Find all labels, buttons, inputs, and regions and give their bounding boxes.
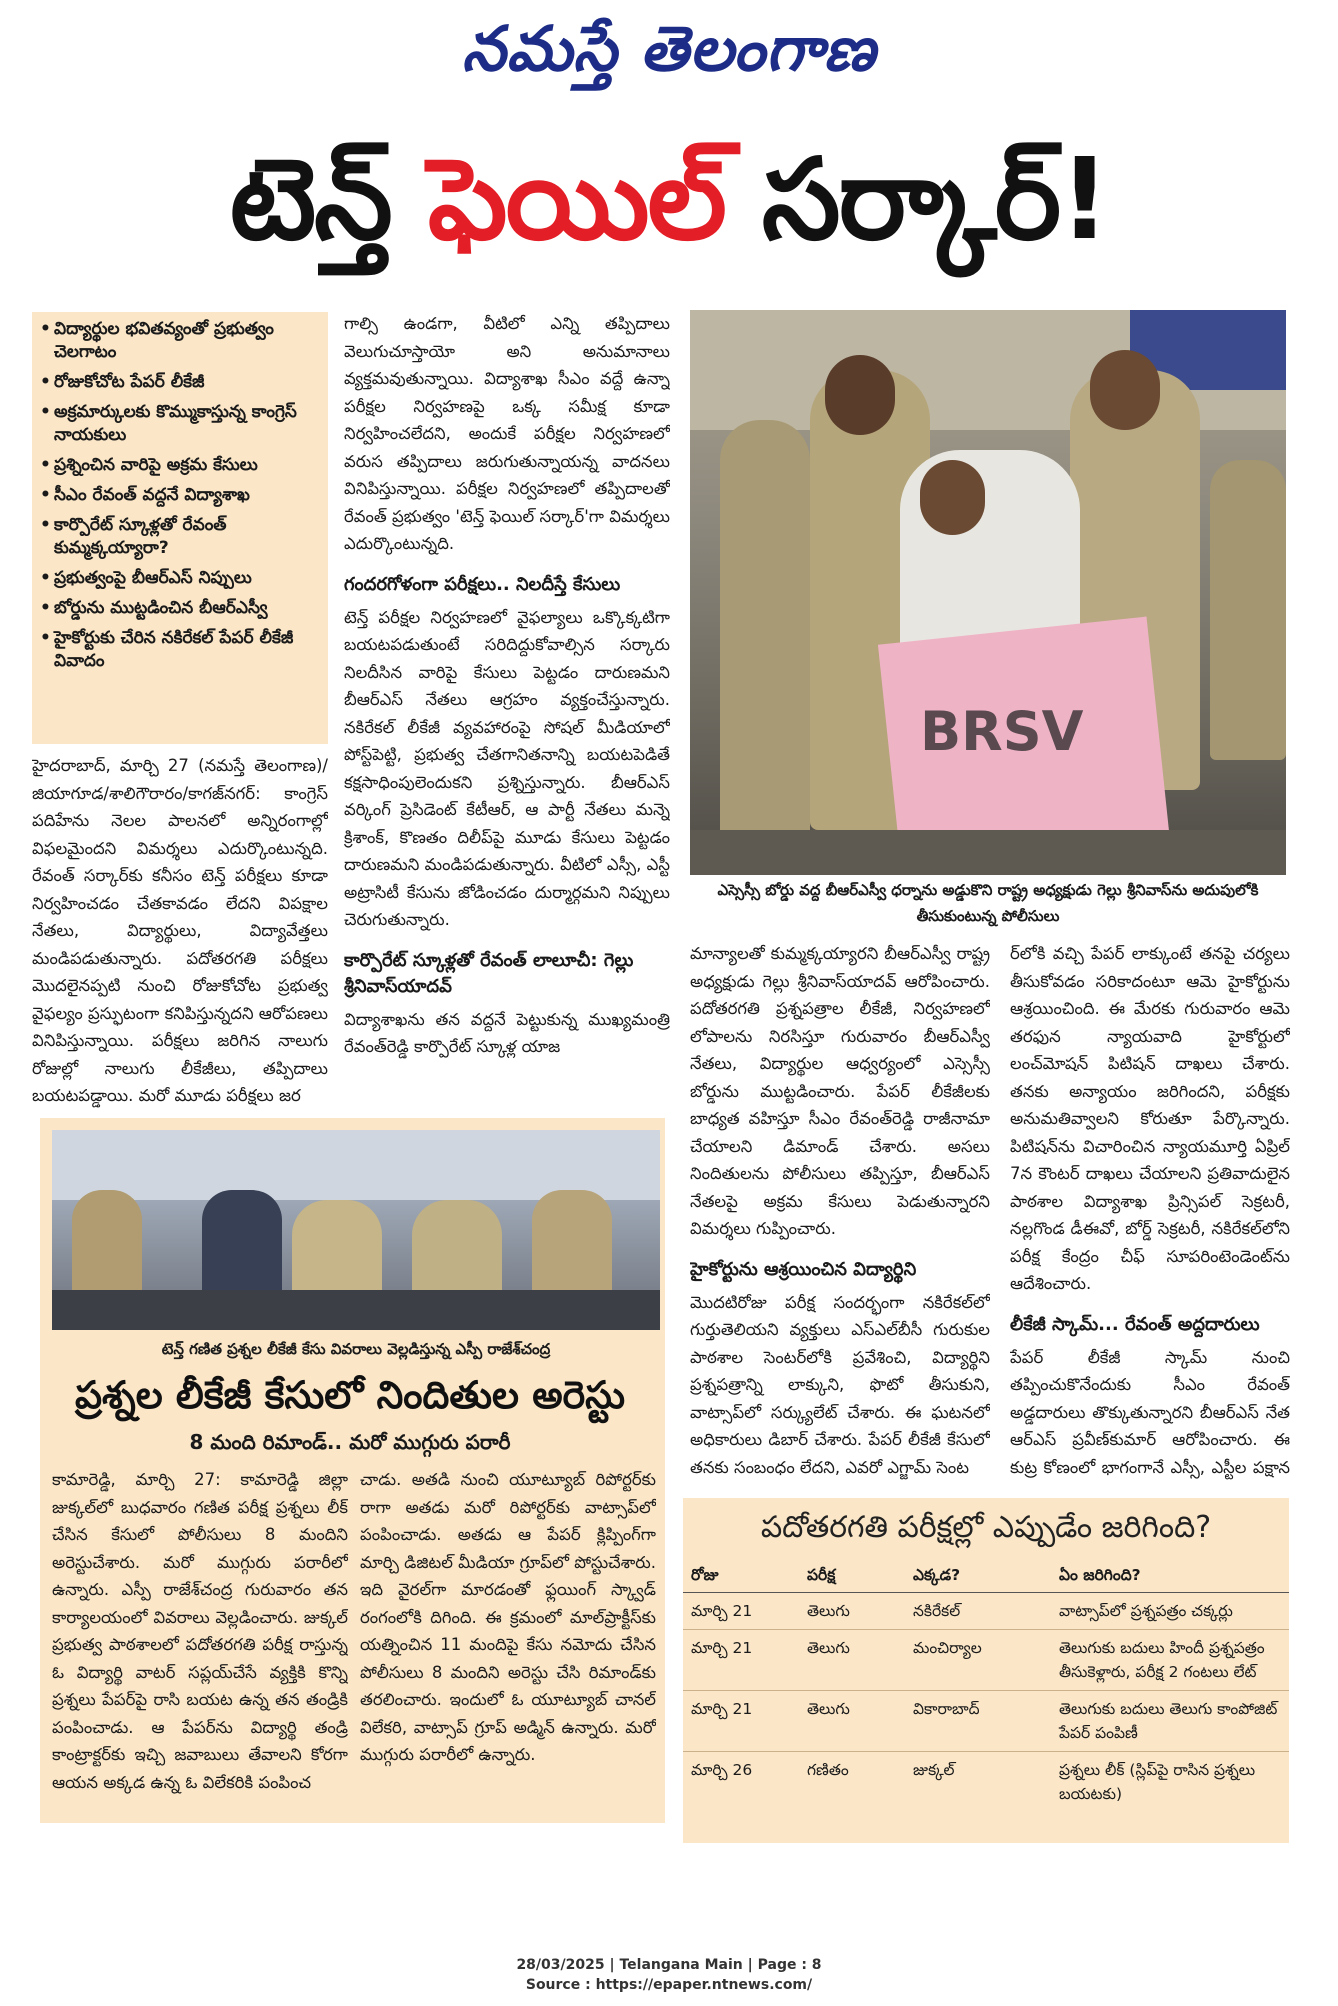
table-row: [683, 1630, 1289, 1691]
highlight-item: • హైకోర్టుకు చేరిన నకిరేకల్ పేపర్ లీకేజీ వివాదం: [38, 627, 322, 673]
column2-subheading1: గందరగోళంగా పరీక్షలు.. నిలదీస్తే కేసులు: [344, 573, 621, 595]
schedule-cell: మార్చి 21: [683, 1630, 799, 1691]
column2-text3: విద్యాశాఖను తన వద్దనే పెట్టుకున్న ముఖ్యమంత్రి రేవంత్‌రెడ్డి కార్పొరేట్ స్కూళ్ల యాజ: [344, 1009, 670, 1056]
column2-subheading2: కార్పొరేట్ స్కూళ్లతో రేవంత్ లాలూచీ: గెల్లు శ్రీనివాస్‌యాదవ్: [344, 949, 634, 997]
story2-column1: కామారెడ్డి, మార్చి 27: కామారెడ్డి జిల్లా జుక్కల్‌లో బుధవారం గణిత పరీక్ష ప్రశ్నలు లీక్ చేసిన కేసులో పోలీసులు 8 మందిని అరెస్టుచేశారు. మరో ముగ్గురు పరారీలో ఉన్నారు. ఎస్పీ రాజేశ్‌చంద్ర గురువారం తన కార్యాలయంలో వివరాలు వెల్లడించారు. జుక్కల్ ప్రభుత్వ పాఠశాలలో పదోతరగతి పరీక్ష రాస్తున్న ఓ విద్యార్థి వాటర్ సప్లయ్‌చేసే వ్యక్తికి కొన్ని ప్రశ్నలు పేపర్‌పై రాసి బయట ఉన్న తన తండ్రికి పంపించాడు. ఆ పేపర్‌ను విద్యార్థి తండ్రి కాంట్రాక్టర్‌కు ఇచ్చి జవాబులు తేవాలని కోరగా ఆయన అక్కడ ఉన్న ఓ విలేకరికి పంపించ: [52, 1470, 348, 1792]
highlight-item: • విద్యార్థుల భవితవ్యంతో ప్రభుత్వం చెలగాటం: [38, 318, 322, 364]
column4-subheading: లీకేజీ స్కామ్... రేవంత్ అద్దదారులు: [1010, 1313, 1260, 1335]
schedule-table: [683, 1562, 1289, 1812]
column4-text: ర్‌లోకి వచ్చి పేపర్ లాక్కుంటే తనపై చర్యలు తీసుకోవడం సరికాదంటూ ఆమె హైకోర్టును ఆశ్రయించింది. ఈ మేరకు గురువారం ఆమె తరఫున న్యాయవాది హైకోర్టులో లంచ్‌మోషన్ పిటిషన్ దాఖలు చేశారు. తనకు అన్యాయం జరిగిందని, పరీక్షకు అనుమతివ్వాలని కోరుతూ పేర్కొన్నారు. పిటిషన్‌ను విచారించిన న్యాయమూర్తి ఏప్రిల్ 7న కౌంటర్ దాఖలు చేయాలని ప్రతివాదులైన పాఠశాల విద్యాశాఖ ప్రిన్సిపల్ సెక్రటరీ, నల్లగొండ డీఈవో, బోర్డ్ సెక్రటరీ, నకిరేకల్‌లోని పరీక్ష కేంద్రం చీఫ్ సూపరింటెండెంట్‌ను ఆదేశించారు.: [1010, 944, 1290, 1293]
highlight-item: • ప్రశ్నించిన వారిపై అక్రమ కేసులు: [38, 454, 322, 477]
protest-photo: BRSV: [690, 310, 1286, 875]
story2-title: ప్రశ్నల లీకేజీ కేసులో నిందితుల అరెస్టు: [75, 1373, 625, 1417]
schedule-cell: మార్చి 21: [683, 1593, 799, 1630]
story2-subtitle: 8 మంది రిమాండ్.. మరో ముగ్గురు పరారీ: [189, 1430, 511, 1454]
schedule-cell: తెలుగు: [799, 1593, 905, 1630]
highlights-box: [32, 312, 328, 744]
schedule-header: రోజు: [683, 1562, 799, 1593]
schedule-cell: వాట్సాప్‌లో ప్రశ్నపత్రం చక్కర్లు: [1051, 1593, 1289, 1630]
schedule-header-row: [683, 1562, 1289, 1593]
schedule-cell: వికారాబాద్: [905, 1691, 1051, 1752]
column2-text: గాల్సి ఉండగా, వీటిలో ఎన్ని తప్పిదాలు వెలుగుచూస్తాయో అని అనుమానాలు వ్యక్తమవుతున్నాయి. విద్యాశాఖ సీఎం వద్దే ఉన్నా పరీక్షల నిర్వహణపై ఒక్క సమీక్ష కూడా నిర్వహించలేదని, అందుకే పరీక్షల నిర్వహణలో వరుస తప్పిదాలు జరుగుతున్నాయన్న వాదనలు వినిపిస్తున్నాయి. పరీక్షల నిర్వహణలో తప్పిదాలతో రేవంత్ ప్రభుత్వం 'టెన్త్ ఫెయిల్ సర్కార్'గా విమర్శలు ఎదుర్కొంటున్నది.: [344, 314, 670, 553]
schedule-cell: తెలుగుకు బదులు తెలుగు కాంపోజిట్ పేపర్ పంపిణీ: [1051, 1691, 1289, 1752]
column2-text2: టెన్త్ పరీక్షల నిర్వహణలో వైఫల్యాలు ఒక్కొక్కటిగా బయటపడుతుంటే సరిదిద్దుకోవాల్సిన సర్కారు నిలదీసిన వారిపై కేసులు పెట్టడం దారుణమని బీఆర్ఎస్ నేతలు ఆగ్రహం వ్యక్తంచేస్తున్నారు. నకిరేకల్ లీకేజీ వ్యవహారంపై సోషల్ మీడియాలో పోస్ట్‌పెట్టి, ప్రభుత్వ చేతగానితనాన్ని బయటపెడితే కక్షసాధింపులెందుకని ప్రశ్నిస్తున్నారు. బీఆర్ఎస్ వర్కింగ్ ప్రెసిడెంట్ కేటీఆర్, ఆ పార్టీ నేతలు మన్నె క్రిశాంక్, కొణతం దిలీప్‌పై మూడు కేసులు పెట్టడం దారుణమని మండిపడుతున్నారు. వీటిలో ఎస్సీ, ఎస్టీ అట్రాసిటీ కేసును జోడించడం దుర్మార్గమని నిప్పులు చెరుగుతున్నారు.: [344, 607, 670, 929]
highlight-item: • రోజుకోచోట పేపర్ లీకేజీ: [38, 371, 322, 394]
headline-part2: ఫెయిల్: [427, 135, 725, 265]
column3-text2: మొదటిరోజు పరీక్ష సందర్భంగా నకిరేకల్‌లో గుర్తుతెలియని వ్యక్తులు ఎస్ఎల్‌బీసీ గురుకుల పాఠశాల సెంటర్‌లోకి ప్రవేశించి, విద్యార్థిని ప్రశ్నపత్రాన్ని లాక్కుని, ఫొటో తీసుకుని, వాట్సాప్‌లో సర్క్యులేట్ చేశారు. ఈ ఘటనలో అధికారులు డిబార్ చేశారు. పేపర్ లీకేజీ కేసులో తనకు సంబంధం లేదని, ఎవరో ఎగ్జామ్ సెంట: [690, 1292, 990, 1477]
masthead: నమస్తే తెలంగాణ: [461, 12, 877, 85]
schedule-cell: తెలుగు: [799, 1630, 905, 1691]
protest-photo-caption: ఎస్సెస్సీ బోర్డు వద్ద బీఆర్ఎస్వీ ధర్నాను అడ్డుకొని రాష్ట్ర అధ్యక్షుడు గెల్లు శ్రీనివాస్‌ను అదుపులోకి తీసుకుంటున్న పోలీసులు: [717, 881, 1259, 925]
story2-column2: చాడు. అతడి నుంచి యూట్యూబ్ రిపోర్టర్‌కు రాగా అతడు మరో రిపోర్టర్‌కు వాట్సాప్‌లో పంపించాడు. అతడు ఆ పేపర్ క్లిప్పింగ్‌గా మార్చి డిజిటల్ మీడియా గ్రూప్‌లో పోస్టుచేశారు. ఇది వైరల్‌గా మారడంతో ఫ్లయింగ్ స్క్వాడ్ రంగంలోకి దిగింది. ఈ క్రమంలో మాల్‌ప్రాక్టీస్‌కు యత్నించిన 11 మందిపై కేసు నమోదు చేసిన పోలీసులు 8 మందిని అరెస్టు చేసి రిమాండ్‌కు తరలించారు. ఇందులో ఓ యూట్యూబ్ చానల్ విలేకరి, వాట్సాప్ గ్రూప్ అడ్మిన్ ఉన్నారు. మరో ముగ్గురు పరారీలో ఉన్నారు.: [360, 1470, 656, 1764]
schedule-cell: మార్చి 21: [683, 1691, 799, 1752]
schedule-cell: మార్చి 26: [683, 1752, 799, 1813]
table-row: [683, 1691, 1289, 1752]
schedule-title: పదోతరగతి పరీక్షల్లో ఎప్పుడేం జరిగింది?: [760, 1510, 1212, 1545]
schedule-cell: నకిరేకల్: [905, 1593, 1051, 1630]
column3-subheading: హైకోర్టును ఆశ్రయించిన విద్యార్థిని: [690, 1258, 917, 1280]
schedule-cell: మంచిర్యాల: [905, 1630, 1051, 1691]
press-meet-caption: టెన్త్ గణిత ప్రశ్నల లీకేజీ కేసు వివరాలు వెల్లడిస్తున్న ఎస్పీ రాజేశ్‌చంద్ర: [161, 1340, 551, 1358]
column2: [344, 310, 670, 1100]
column4-text2: పేపర్ లీకేజీ స్కామ్ నుంచి తప్పించుకొనేందుకు సీఎం రేవంత్ అడ్డదారులు తొక్కుతున్నారని బీఆర్ఎస్ నేత ఆర్ఎస్ ప్రవీణ్‌కుమార్ ఆరోపించారు. ఈ కుట్ర కోణంలో భాగంగానే ఎస్సీ, ఎస్టీల పక్షాన: [1010, 1347, 1290, 1477]
highlight-item: • ప్రభుత్వంపై బీఆర్ఎస్ నిప్పులు: [38, 567, 322, 590]
page-footer: [0, 1955, 1338, 1995]
footer-edition: 28/03/2025 | Telangana Main | Page : 8: [516, 1957, 822, 1973]
schedule-header: ఎక్కడ?: [905, 1562, 1051, 1593]
table-row: [683, 1752, 1289, 1813]
headline: [0, 125, 1338, 275]
schedule-cell: గణితం: [799, 1752, 905, 1813]
column1-text: హైదరాబాద్, మార్చి 27 (నమస్తే తెలంగాణ)/జియాగూడ/శాలిగౌరారం/కాగజ్‌నగర్: కాంగ్రెస్ పదిహేను నెలల పాలనలో అన్నిరంగాల్లో విఫలమైందని విమర్శలు ఎదుర్కొంటున్నది. రేవంత్ సర్కార్‌కు కనీసం టెన్త్ పరీక్షలు కూడా నిర్వహించడం చేతకావడం లేదని విపక్షాల నేతలు, విద్యార్థులు, విద్యావేత్తలు మండిపడుతున్నారు. పదోతరగతి పరీక్షలు మొదలైనప్పటి నుంచి రోజుకోచోట ప్రభుత్వ వైఫల్యం ప్రస్ఫుటంగా కనిపిస్తున్నదని ఆరోపణలు వినిపిస్తున్నాయి. పరీక్షలు జరిగిన నాలుగు రోజుల్లో నాలుగు లీకేజీలు, తప్పిదాలు బయటపడ్డాయి. మరో మూడు పరీక్షలు జర: [32, 756, 328, 1105]
column4: [1010, 940, 1290, 1480]
column3-text: మాన్యాలతో కుమ్మక్కయ్యారని బీఆర్ఎస్వీ రాష్ట్ర అధ్యక్షుడు గెల్లు శ్రీనివాస్‌యాదవ్ ఆరోపించారు. పదోతరగతి ప్రశ్నపత్రాల లీకేజీ, నిర్వహణలో లోపాలను నిరసిస్తూ గురువారం బీఆర్ఎస్వీ నేతలు, విద్యార్థుల ఆధ్వర్యంలో ఎస్సెస్సీ బోర్డును ముట్టడించారు. పేపర్ లీకేజీలకు బాధ్యత వహిస్తూ సీఎం రేవంత్‌రెడ్డి రాజీనామా చేయాలని డిమాండ్ చేశారు. అసలు నిందితులను పోలీసులు తప్పిస్తూ, బీఆర్ఎస్ నేతలపై అక్రమ కేసులు పెడుతున్నారని విమర్శలు గుప్పించారు.: [690, 944, 990, 1238]
highlight-item: • బోర్డును ముట్టడించిన బీఆర్ఎస్వీ: [38, 597, 322, 620]
schedule-cell: తెలుగుకు బదులు హిందీ ప్రశ్నపత్రం తీసుకెళ్లారు, పరీక్ష 2 గంటలు లేట్: [1051, 1630, 1289, 1691]
headline-part3: సర్కార్!: [761, 135, 1109, 265]
column3: [690, 940, 990, 1480]
table-row: [683, 1593, 1289, 1630]
press-meet-photo: [52, 1130, 660, 1330]
headline-part1: టెన్త్: [229, 135, 391, 265]
schedule-header: పరీక్ష: [799, 1562, 905, 1593]
highlight-item: • సీఎం రేవంత్ వద్దనే విద్యాశాఖ: [38, 484, 322, 507]
schedule-cell: జుక్కల్: [905, 1752, 1051, 1813]
highlight-item: • కార్పొరేట్ స్కూళ్లతో రేవంత్ కుమ్మక్కయ్యారా?: [38, 514, 322, 560]
schedule-cell: తెలుగు: [799, 1691, 905, 1752]
footer-source: Source : https://epaper.ntnews.com/: [525, 1977, 813, 1993]
schedule-cell: ప్రశ్నలు లీక్ (స్లిప్‌పై రాసిన ప్రశ్నలు బయటకు): [1051, 1752, 1289, 1813]
highlight-item: • అక్రమార్కులకు కొమ్ముకాస్తున్న కాంగ్రెస్ నాయకులు: [38, 401, 322, 447]
schedule-header: ఏం జరిగింది?: [1051, 1562, 1289, 1593]
